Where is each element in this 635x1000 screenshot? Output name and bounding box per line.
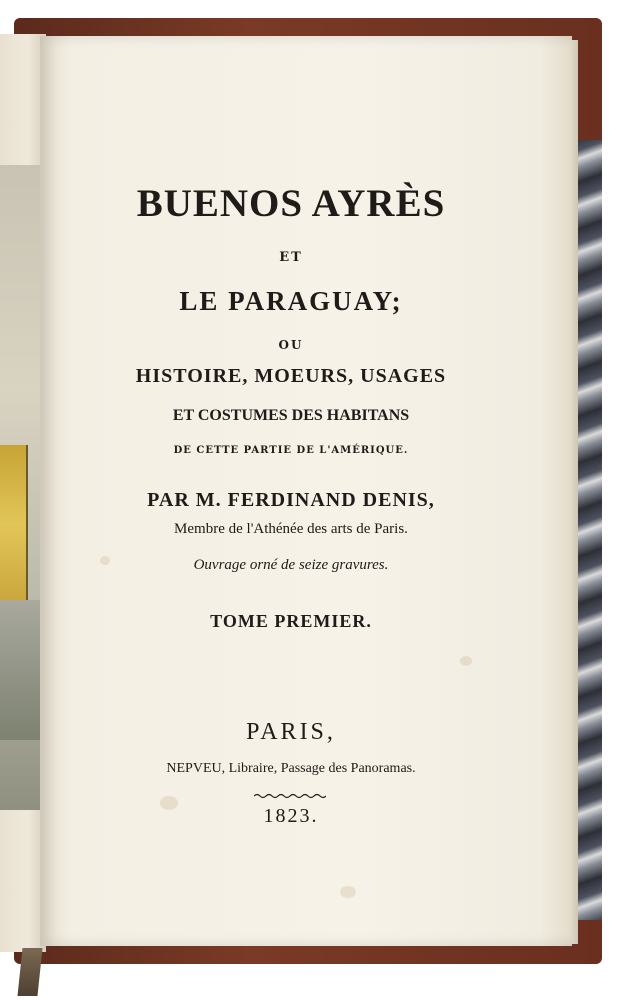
title-secondary: LE PARAGUAY; bbox=[179, 286, 403, 316]
imprint-city: PARIS, bbox=[246, 719, 336, 745]
imprint-year: 1823. bbox=[263, 805, 319, 827]
title-page bbox=[40, 36, 572, 946]
foxing-spot bbox=[460, 656, 472, 666]
title-main: BUENOS AYRÈS bbox=[136, 182, 446, 225]
imprint-publisher: NEPVEU, Libraire, Passage des Panoramas. bbox=[166, 761, 416, 776]
subtitle-line-1: HISTOIRE, MOEURS, USAGES bbox=[135, 365, 447, 387]
foxing-spot bbox=[340, 886, 356, 898]
subtitle-line-3: DE CETTE PARTIE DE L'AMÉRIQUE. bbox=[173, 445, 409, 456]
illustration-note: Ouvrage orné de seize gravures. bbox=[193, 557, 389, 573]
wavy-rule bbox=[254, 793, 326, 799]
author-role: Membre de l'Athénée des arts de Paris. bbox=[174, 521, 408, 537]
frontispiece-figure bbox=[0, 445, 28, 605]
frontispiece-ground bbox=[0, 600, 40, 740]
ribbon-marker bbox=[17, 948, 42, 996]
author-line: PAR M. FERDINAND DENIS, bbox=[147, 489, 435, 511]
volume-label: TOME PREMIER. bbox=[210, 611, 372, 631]
subtitle-line-2: ET COSTUMES DES HABITANS bbox=[172, 407, 410, 424]
title-or: OU bbox=[278, 338, 304, 352]
title-conjunction: ET bbox=[279, 250, 303, 265]
